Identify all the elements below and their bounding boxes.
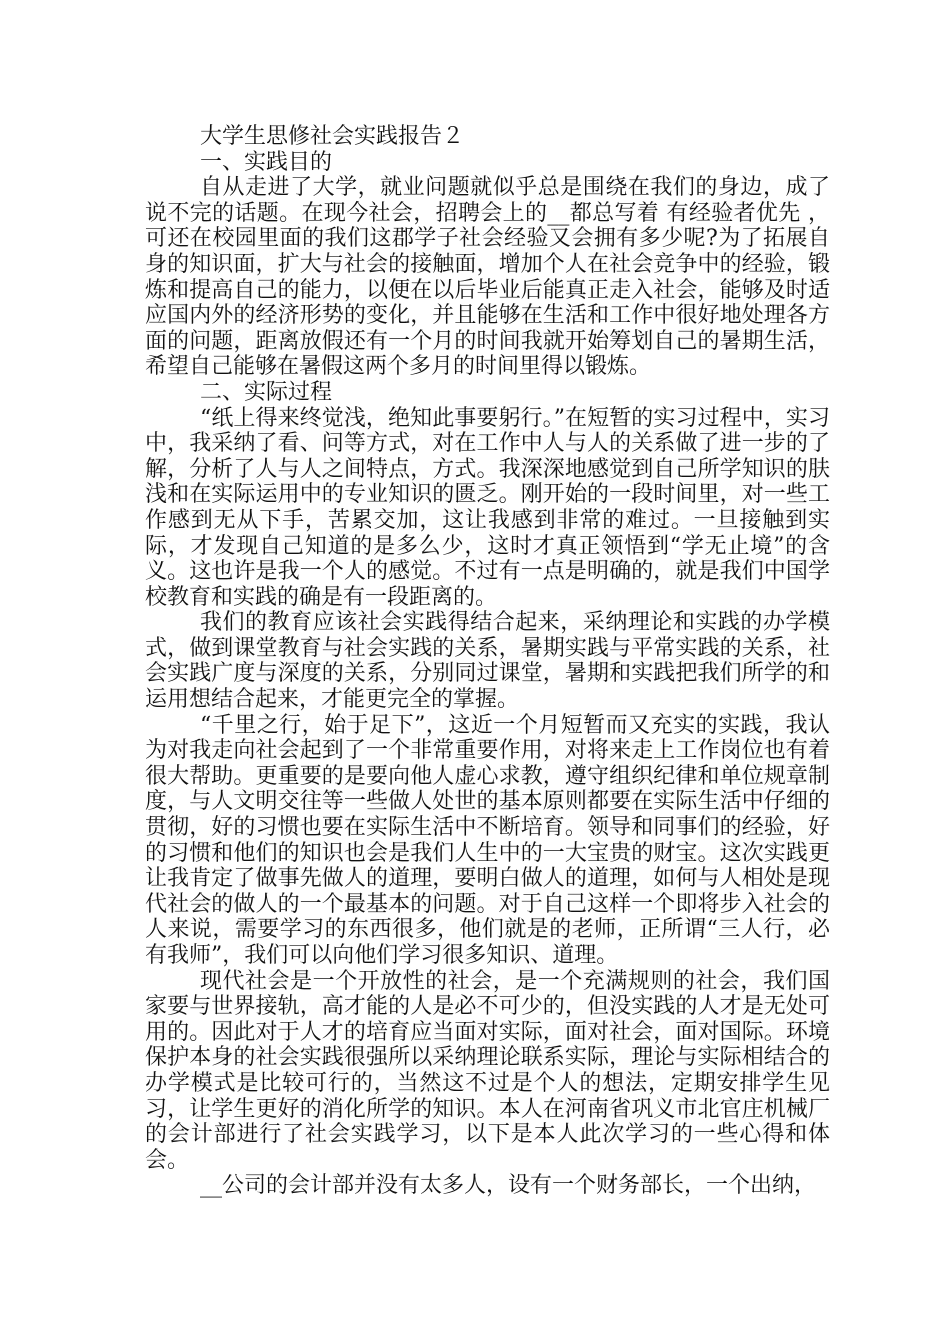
document-page [145, 124, 830, 1199]
section-heading-purpose: 一、实践目的 [200, 149, 333, 175]
paragraph: 现代社会是一个开放性的社会，是一个充满规则的社会，我们国家要与世界接轨，高才能的人是必不可少的，但没实践的人才是无处可用的。因此对于人才的培育应当面对实际，面对社会，面对国际。环境保护本身的社会实践很强所以采纳理论联系实际，理论与实际相结合的办学模式是比较可行的，当然这不过是个人的想法，定期安排学生见习，让学生更好的消化所学的知识。本人在河南省巩义市北官庄机械厂的会计部进行了社会实践学习，以下是本人此次学习的一些心得和体会。 [145, 968, 830, 1173]
section-heading-process: 二、实际过程 [200, 379, 333, 405]
paragraph: “千里之行，始于足下”，这近一个月短暂而又充实的实践，我认为对我走向社会起到了一个非常重要作用，对将来走上工作岗位也有着很大帮助。更重要的是要向他人虚心求教，遵守组织纪律和单位规章制度，与人文明交往等一些做人处世的基本原则都要在实际生活中仔细的贯彻，好的习惯也要在实际生活中不断培育。领导和同事们的经验，好的习惯和他们的知识也会是我们人生中的一大宝贵的财宝。这次实践更让我肯定了做事先做人的道理，要明白做人的道理，如何与人相处是现代社会的做人的一个最基本的问题。对于自己这样一个即将步入社会的人来说，需要学习的东西很多，他们就是的老师，正所谓“三人行，必有我师”，我们可以向他们学习很多知识、道理。 [145, 712, 830, 968]
paragraph: __公司的会计部并没有太多人，设有一个财务部长，一个出纳， [200, 1173, 817, 1199]
paragraph: “纸上得来终觉浅，绝知此事要躬行。”在短暂的实习过程中，实习中，我采纳了看、问等方式，对在工作中人与人的关系做了进一步的了解，分析了人与人之间特点，方式。我深深地感觉到自己所学知识的肤浅和在实际运用中的专业知识的匮乏。刚开始的一段时间里，对一些工作感到无从下手，苦累交加，这让我感到非常的难过。一旦接触到实际，才发现自己知道的是多么少，这时才真正领悟到“学无止境”的含义。这也许是我一个人的感觉。不过有一点是明确的，就是我们中国学校教育和实践的确是有一段距离的。 [145, 405, 830, 610]
paragraph: 自从走进了大学，就业问题就似乎总是围绕在我们的身边，成了说不完的话题。在现今社会，招聘会上的__都总写着 有经验者优先 ，可还在校园里面的我们这郡学子社会经验又会拥有多少呢?为了拓展自身的知识面，扩大与社会的接触面，增加个人在社会竞争中的经验，锻炼和提高自己的能力，以便在以后毕业后能真正走入社会，能够及时适应国内外的经济形势的变化，并且能够在生活和工作中很好地处理各方面的问题，距离放假还有一个月的时间我就开始筹划自己的暑期生活，希望自己能够在暑假这两个多月的时间里得以锻炼。 [145, 175, 830, 380]
document-title: 大学生思修社会实践报告２ [200, 124, 465, 149]
paragraph: 我们的教育应该社会实践得结合起来，采纳理论和实践的办学模式，做到课堂教育与社会实践的关系，暑期实践与平常实践的关系，社会实践广度与深度的关系，分别同过课堂，暑期和实践把我们所学的和运用想结合起来，才能更完全的掌握。 [145, 610, 830, 713]
